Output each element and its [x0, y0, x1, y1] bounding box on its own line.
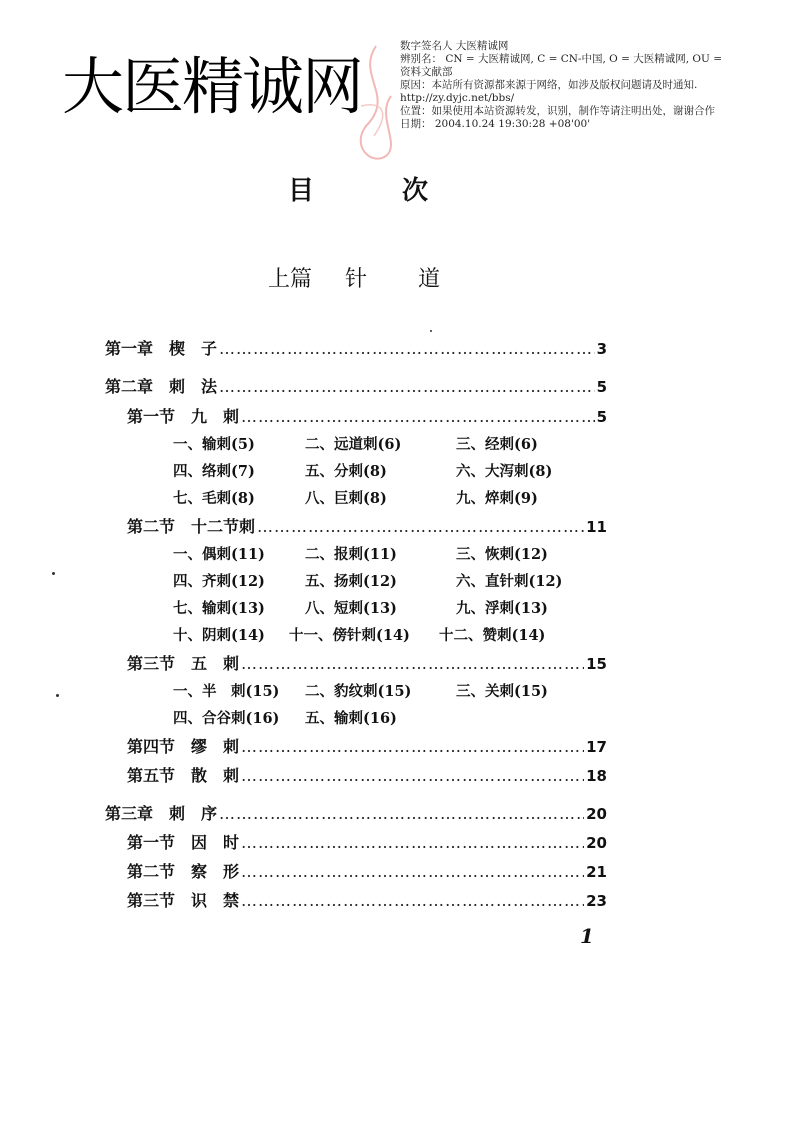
toc-page: 3 [596, 340, 607, 358]
scan-speck [56, 694, 59, 697]
toc-subitem[interactable]: 十一、傍针刺(14) [289, 627, 410, 644]
part-word-2: 道 [418, 267, 441, 292]
signature-date: 日期： 2004.10.24 19:30:28 +08'00' [400, 118, 591, 130]
leader-dots [219, 804, 584, 823]
toc-subitem[interactable]: 五、分刺(8) [305, 463, 387, 480]
toc-page: 23 [586, 892, 607, 910]
toc-label: 第五节 散 刺 [127, 766, 240, 785]
leader-dots [241, 654, 584, 673]
leader-dots [241, 891, 584, 910]
toc-subitem[interactable]: 八、巨刺(8) [305, 490, 387, 507]
toc-subitem[interactable]: 十、阴刺(14) [173, 627, 265, 644]
toc-subitem[interactable]: 二、报刺(11) [305, 546, 397, 563]
toc-subitem[interactable]: 四、齐刺(12) [173, 573, 265, 590]
toc-label: 第一节 九 刺 [127, 407, 240, 426]
leader-dots [219, 339, 595, 358]
toc-subitem[interactable]: 一、偶刺(11) [173, 546, 265, 563]
toc-label: 第三节 识 禁 [127, 891, 240, 910]
signature-dn: 辨别名： CN = 大医精诚网, C = CN-中国, O = 大医精诚网, OU = 资料文献部 [400, 53, 723, 78]
page-number: 1 [580, 924, 594, 948]
toc-label: 第一章 楔 子 [105, 339, 218, 358]
signature-reason: 原因：本站所有资源都来源于网络，如涉及版权问题请及时通知. [400, 79, 698, 91]
toc-subitem[interactable]: 六、大泻刺(8) [456, 463, 553, 480]
scan-speck [430, 330, 432, 332]
toc-section-1[interactable] [127, 404, 607, 427]
signature-signer: 数字签名人 大医精诚网 [400, 40, 509, 52]
toc-section-2[interactable] [127, 514, 607, 537]
toc-subitem[interactable]: 一、输刺(5) [173, 436, 255, 453]
toc-subitem[interactable]: 四、合谷刺(16) [173, 710, 280, 727]
leader-dots [241, 737, 584, 756]
leader-dots [257, 517, 584, 536]
toc-page: 11 [586, 518, 607, 536]
part-word-1: 针 [345, 267, 368, 292]
toc-section-7[interactable] [127, 859, 607, 882]
toc-subitem[interactable]: 八、短刺(13) [305, 600, 397, 617]
toc-section-8[interactable] [127, 888, 607, 911]
toc-subitem[interactable]: 二、豹纹刺(15) [305, 683, 412, 700]
toc-section-6[interactable] [127, 830, 607, 853]
toc-page: 20 [586, 805, 607, 823]
toc-subitem[interactable]: 一、半 刺(15) [173, 683, 280, 700]
toc-page: 5 [596, 378, 607, 396]
toc-label: 第四节 缪 刺 [127, 737, 240, 756]
toc-subitem[interactable]: 三、恢刺(12) [456, 546, 548, 563]
toc-page: 15 [586, 655, 607, 673]
toc-subitem[interactable]: 三、经刺(6) [456, 436, 538, 453]
signature-location: 位置：如果使用本站资源转发，识别，制作等请注明出处，谢谢合作 [400, 105, 715, 117]
toc-page: 5 [596, 408, 607, 426]
toc-label: 第三节 五 刺 [127, 654, 240, 673]
leader-dots [219, 377, 595, 396]
toc-chapter-2[interactable] [105, 374, 607, 397]
toc-label: 第三章 刺 序 [105, 804, 218, 823]
toc-page: 20 [586, 834, 607, 852]
part-label: 上篇 [268, 267, 313, 292]
toc-section-5[interactable] [127, 763, 607, 786]
toc-subitem[interactable]: 六、直针刺(12) [456, 573, 563, 590]
leader-dots [241, 766, 584, 785]
toc-subitem[interactable]: 七、输刺(13) [173, 600, 265, 617]
toc-page: 18 [586, 767, 607, 785]
toc-section-4[interactable] [127, 734, 607, 757]
title-char-2: 次 [402, 176, 429, 206]
toc-label: 第二节 十二节刺 [127, 517, 256, 536]
toc-page: 21 [586, 863, 607, 881]
toc-section-3[interactable] [127, 651, 607, 674]
toc-subitem[interactable]: 四、络刺(7) [173, 463, 255, 480]
leader-dots [241, 407, 595, 426]
toc-label: 第二章 刺 法 [105, 377, 218, 396]
toc-label: 第二节 察 形 [127, 862, 240, 881]
toc-subitem[interactable]: 三、关刺(15) [456, 683, 548, 700]
signature-url[interactable]: http://zy.dyjc.net/bbs/ [400, 92, 515, 104]
toc-chapter-1[interactable] [105, 336, 607, 359]
title-char-1: 目 [288, 176, 315, 206]
toc-page: 17 [586, 738, 607, 756]
toc-subitem[interactable]: 二、远道刺(6) [305, 436, 402, 453]
toc-subitem[interactable]: 九、焠刺(9) [456, 490, 538, 507]
toc-subitem[interactable]: 十二、赞刺(14) [439, 627, 546, 644]
toc-subitem[interactable]: 七、毛刺(8) [173, 490, 255, 507]
toc-subitem[interactable]: 九、浮刺(13) [456, 600, 548, 617]
toc-chapter-3[interactable] [105, 801, 607, 824]
toc-subitem[interactable]: 五、扬刺(12) [305, 573, 397, 590]
leader-dots [241, 833, 584, 852]
toc-subitem[interactable]: 五、输刺(16) [305, 710, 397, 727]
scan-speck [52, 572, 55, 575]
leader-dots [241, 862, 584, 881]
site-logo: 大医精诚网 [62, 50, 363, 123]
toc-label: 第一节 因 时 [127, 833, 240, 852]
